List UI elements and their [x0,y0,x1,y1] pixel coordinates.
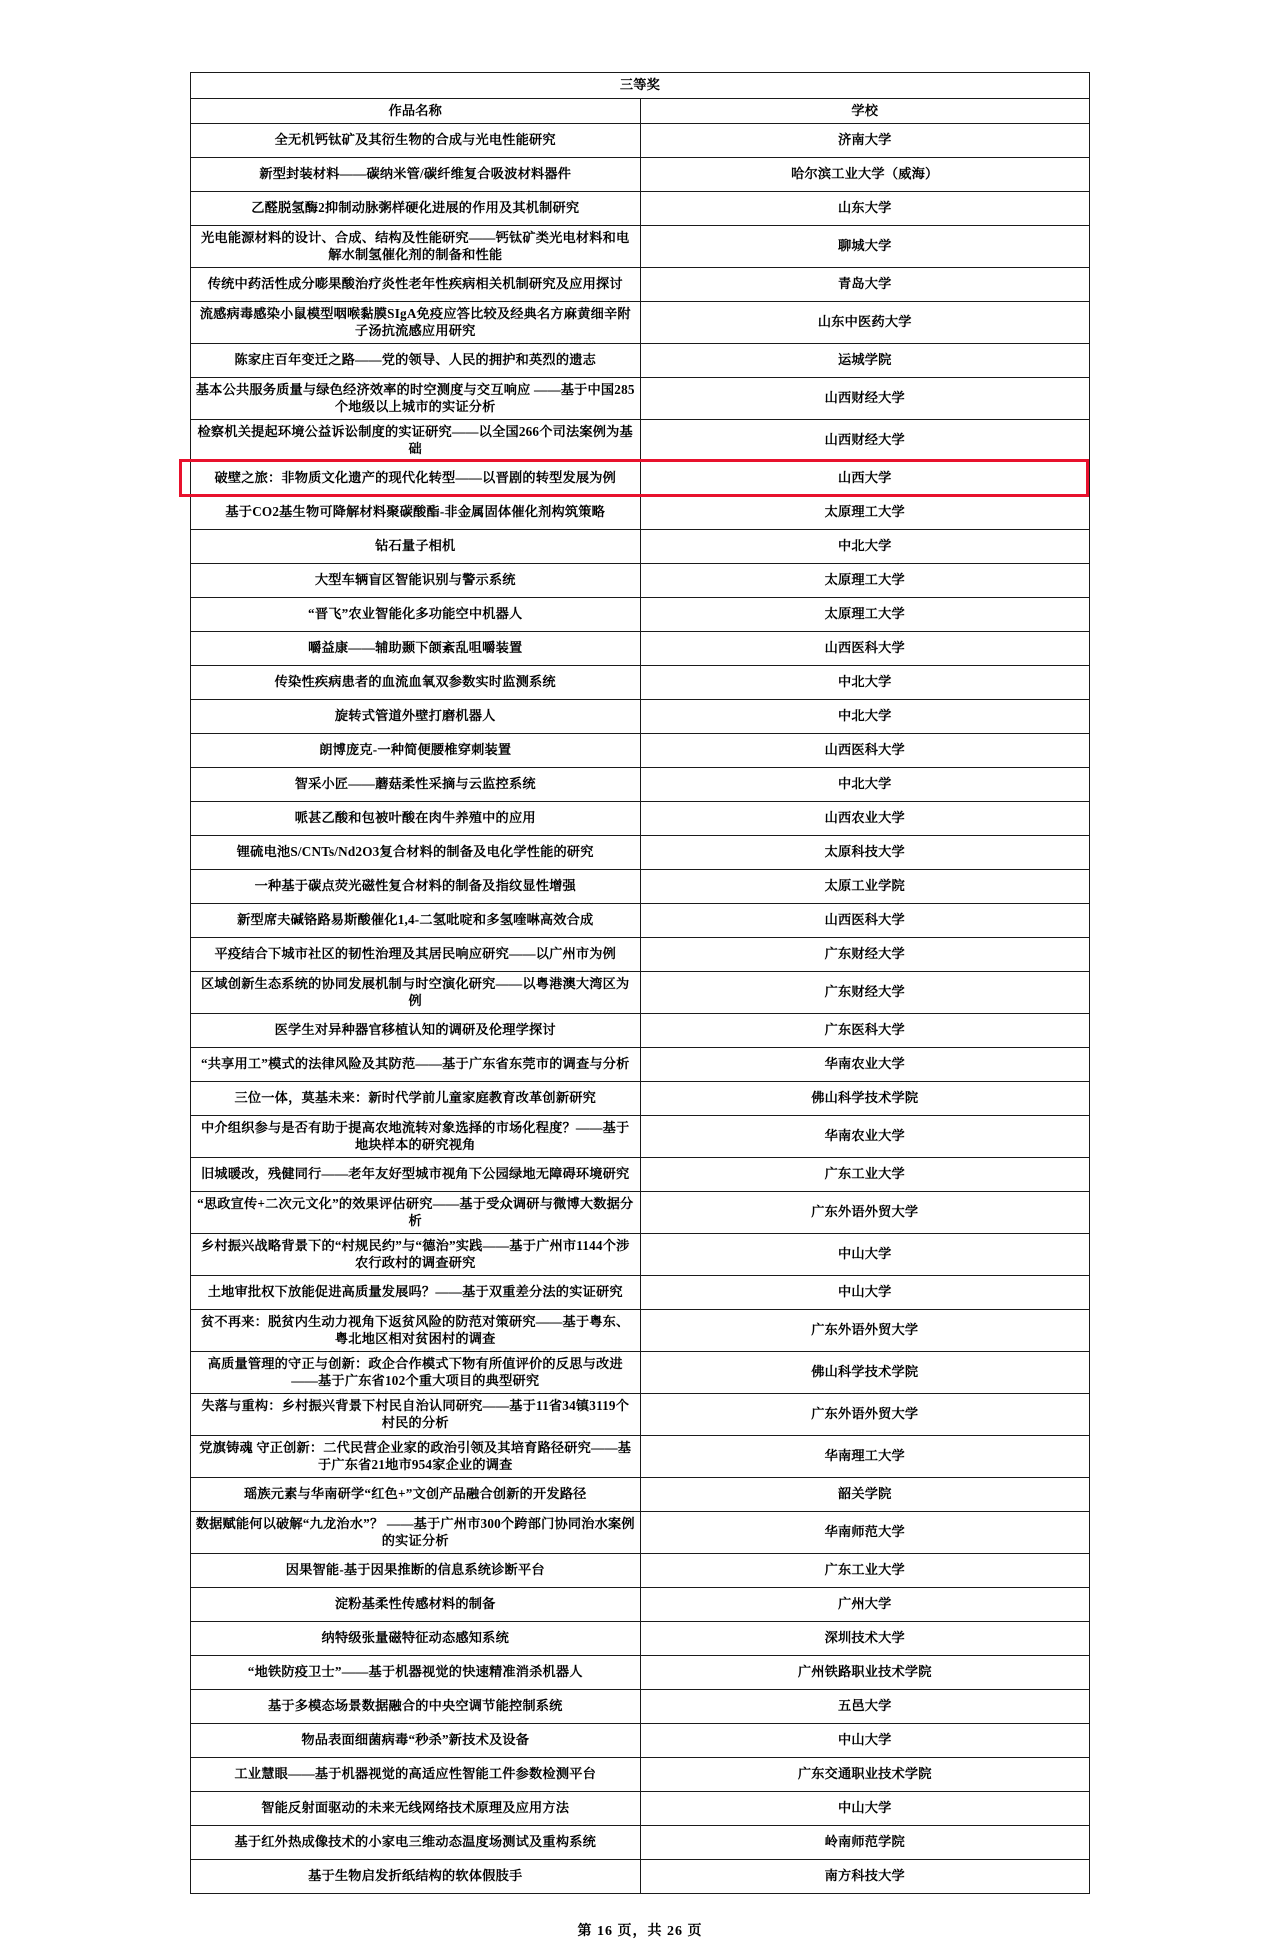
award-rows [191,124,1090,1894]
cell-work-name: 检察机关提起环境公益诉讼制度的实证研究——以全国266个司法案例为基础 [191,420,641,462]
cell-work-name: 新型封装材料——碳纳米管/碳纤维复合吸波材料器件 [191,158,641,192]
table-row [191,344,1090,378]
table-row [191,802,1090,836]
cell-work-name: 基本公共服务质量与绿色经济效率的时空测度与交互响应 ——基于中国285个地级以上城市的实证分析 [191,378,641,420]
cell-school: 南方科技大学 [640,1860,1090,1894]
cell-school: 青岛大学 [640,268,1090,302]
cell-work-name: 钻石量子相机 [191,530,641,564]
cell-work-name: 智采小匠——蘑菇柔性采摘与云监控系统 [191,768,641,802]
cell-school: 太原理工大学 [640,496,1090,530]
table-row [191,496,1090,530]
table-header-row [191,98,1090,124]
cell-work-name: 朗博庞克-一种简便腰椎穿刺装置 [191,734,641,768]
cell-work-name: 锂硫电池S/CNTs/Nd2O3复合材料的制备及电化学性能的研究 [191,836,641,870]
award-table [190,72,1090,1894]
table-row [191,378,1090,420]
table-row [191,268,1090,302]
cell-work-name: 失落与重构：乡村振兴背景下村民自治认同研究——基于11省34镇3119个村民的分析 [191,1394,641,1436]
table-row [191,1588,1090,1622]
cell-school: 山东中医药大学 [640,302,1090,344]
cell-school: 山西农业大学 [640,802,1090,836]
cell-work-name: 区域创新生态系统的协同发展机制与时空演化研究——以粤港澳大湾区为例 [191,972,641,1014]
cell-work-name: 破壁之旅：非物质文化遗产的现代化转型——以晋剧的转型发展为例 [191,462,641,496]
table-row [191,1860,1090,1894]
cell-work-name: 工业慧眼——基于机器视觉的高适应性智能工件参数检测平台 [191,1758,641,1792]
table-row [191,836,1090,870]
cell-school: 聊城大学 [640,226,1090,268]
cell-school: 华南理工大学 [640,1436,1090,1478]
cell-work-name: 物品表面细菌病毒“秒杀”新技术及设备 [191,1724,641,1758]
cell-work-name: 流感病毒感染小鼠模型咽喉黏膜SIgA免疫应答比较及经典名方麻黄细辛附子汤抗流感应用研究 [191,302,641,344]
award-table-body [191,73,1090,124]
cell-school: 广东交通职业技术学院 [640,1758,1090,1792]
cell-school: 广东财经大学 [640,938,1090,972]
cell-school: 华南农业大学 [640,1048,1090,1082]
cell-work-name: 因果智能-基于因果推断的信息系统诊断平台 [191,1554,641,1588]
cell-work-name: 纳特级张量磁特征动态感知系统 [191,1622,641,1656]
table-title-row [191,73,1090,99]
cell-school: 五邑大学 [640,1690,1090,1724]
cell-school: 中山大学 [640,1276,1090,1310]
table-row [191,530,1090,564]
cell-school: 华南师范大学 [640,1512,1090,1554]
cell-work-name: 乡村振兴战略背景下的“村规民约”与“德治”实践——基于广州市1144个涉农行政村的调查研究 [191,1234,641,1276]
table-row [191,870,1090,904]
table-row [191,768,1090,802]
table-row [191,598,1090,632]
cell-work-name: 大型车辆盲区智能识别与警示系统 [191,564,641,598]
cell-work-name: 智能反射面驱动的未来无线网络技术原理及应用方法 [191,1792,641,1826]
cell-school: 哈尔滨工业大学（威海） [640,158,1090,192]
cell-work-name: 新型席夫碱铬路易斯酸催化1,4-二氢吡啶和多氢喹啉高效合成 [191,904,641,938]
cell-school: 广东外语外贸大学 [640,1192,1090,1234]
cell-work-name: 高质量管理的守正与创新：政企合作模式下物有所值评价的反思与改进——基于广东省102个重大项目的典型研究 [191,1352,641,1394]
cell-school: 广东外语外贸大学 [640,1394,1090,1436]
cell-work-name: 基于生物启发折纸结构的软体假肢手 [191,1860,641,1894]
cell-work-name: 医学生对异种器官移植认知的调研及伦理学探讨 [191,1014,641,1048]
cell-work-name: 嚼益康——辅助颞下颌紊乱咀嚼装置 [191,632,641,666]
table-row [191,1436,1090,1478]
page-footer: 第 16 页，共 26 页 [577,1924,703,1939]
table-row [191,1048,1090,1082]
cell-school: 太原工业学院 [640,870,1090,904]
table-row [191,1082,1090,1116]
table-row [191,1352,1090,1394]
cell-work-name: 陈家庄百年变迁之路——党的领导、人民的拥护和英烈的遗志 [191,344,641,378]
cell-work-name: 基于红外热成像技术的小家电三维动态温度场测试及重构系统 [191,1826,641,1860]
table-row [191,1554,1090,1588]
cell-work-name: 传染性疾病患者的血流血氧双参数实时监测系统 [191,666,641,700]
cell-school: 山西大学 [640,462,1090,496]
cell-work-name: 一种基于碳点荧光磁性复合材料的制备及指纹显性增强 [191,870,641,904]
table-row [191,1310,1090,1352]
cell-school: 广东外语外贸大学 [640,1310,1090,1352]
cell-work-name: 土地审批权下放能促进高质量发展吗？——基于双重差分法的实证研究 [191,1276,641,1310]
table-row [191,420,1090,462]
cell-work-name: 数据赋能何以破解“九龙治水”？ ——基于广州市300个跨部门协同治水案例的实证分析 [191,1512,641,1554]
cell-work-name: 贫不再来：脱贫内生动力视角下返贫风险的防范对策研究——基于粤东、粤北地区相对贫困村的调查 [191,1310,641,1352]
table-row [191,1690,1090,1724]
table-row [191,1192,1090,1234]
table-row [191,462,1090,496]
table-row [191,1478,1090,1512]
cell-school: 中北大学 [640,700,1090,734]
table-row [191,158,1090,192]
cell-school: 中山大学 [640,1724,1090,1758]
cell-school: 山西财经大学 [640,378,1090,420]
cell-school: 深圳技术大学 [640,1622,1090,1656]
cell-work-name: 党旗铸魂 守正创新：二代民营企业家的政治引领及其培育路径研究——基于广东省21地市954家企业的调查 [191,1436,641,1478]
cell-work-name: 全无机钙钛矿及其衍生物的合成与光电性能研究 [191,124,641,158]
cell-school: 山西医科大学 [640,904,1090,938]
cell-work-name: 瑶族元素与华南研学“红色+”文创产品融合创新的开发路径 [191,1478,641,1512]
cell-school: 济南大学 [640,124,1090,158]
table-row [191,1014,1090,1048]
cell-school: 广州大学 [640,1588,1090,1622]
cell-school: 太原理工大学 [640,598,1090,632]
cell-school: 广州铁路职业技术学院 [640,1656,1090,1690]
table-row [191,734,1090,768]
cell-work-name: 光电能源材料的设计、合成、结构及性能研究——钙钛矿类光电材料和电解水制氢催化剂的制备和性能 [191,226,641,268]
table-row [191,1158,1090,1192]
cell-school: 中北大学 [640,666,1090,700]
table-row [191,1826,1090,1860]
cell-school: 岭南师范学院 [640,1826,1090,1860]
cell-work-name: 基于多模态场景数据融合的中央空调节能控制系统 [191,1690,641,1724]
cell-work-name: 旧城暖改，残健同行——老年友好型城市视角下公园绿地无障碍环境研究 [191,1158,641,1192]
cell-school: 太原理工大学 [640,564,1090,598]
cell-school: 广东工业大学 [640,1554,1090,1588]
cell-work-name: 淀粉基柔性传感材料的制备 [191,1588,641,1622]
cell-work-name: 基于CO2基生物可降解材料聚碳酸酯-非金属固体催化剂构筑策略 [191,496,641,530]
table-row [191,1276,1090,1310]
cell-school: 广东医科大学 [640,1014,1090,1048]
cell-school: 中山大学 [640,1234,1090,1276]
cell-school: 太原科技大学 [640,836,1090,870]
cell-work-name: 乙醛脱氢酶2抑制动脉粥样硬化进展的作用及其机制研究 [191,192,641,226]
cell-school: 华南农业大学 [640,1116,1090,1158]
cell-work-name: 平疫结合下城市社区的韧性治理及其居民响应研究——以广州市为例 [191,938,641,972]
table-row [191,1792,1090,1826]
table-row [191,700,1090,734]
cell-work-name: “地铁防疫卫士”——基于机器视觉的快速精准消杀机器人 [191,1656,641,1690]
table-row [191,1622,1090,1656]
table-row [191,972,1090,1014]
table-row [191,226,1090,268]
cell-work-name: 哌甚乙酸和包被叶酸在肉牛养殖中的应用 [191,802,641,836]
table-row [191,938,1090,972]
table-row [191,632,1090,666]
table-row [191,904,1090,938]
cell-school: 佛山科学技术学院 [640,1082,1090,1116]
cell-school: 韶关学院 [640,1478,1090,1512]
cell-school: 山西医科大学 [640,734,1090,768]
table-row [191,302,1090,344]
table-row [191,666,1090,700]
cell-work-name: “思政宣传+二次元文化”的效果评估研究——基于受众调研与微博大数据分析 [191,1192,641,1234]
table-row [191,1512,1090,1554]
column-header-name: 作品名称 [191,98,641,124]
cell-school: 运城学院 [640,344,1090,378]
cell-school: 山东大学 [640,192,1090,226]
table-row [191,1758,1090,1792]
cell-school: 中山大学 [640,1792,1090,1826]
cell-work-name: 传统中药活性成分嘭果酸治疗炎性老年性疾病相关机制研究及应用探讨 [191,268,641,302]
cell-school: 广东工业大学 [640,1158,1090,1192]
cell-work-name: “晋飞”农业智能化多功能空中机器人 [191,598,641,632]
cell-school: 中北大学 [640,768,1090,802]
cell-work-name: 中介组织参与是否有助于提高农地流转对象选择的市场化程度？——基于地块样本的研究视角 [191,1116,641,1158]
cell-work-name: 旋转式管道外壁打磨机器人 [191,700,641,734]
table-row [191,564,1090,598]
cell-school: 中北大学 [640,530,1090,564]
table-row [191,1394,1090,1436]
cell-school: 山西财经大学 [640,420,1090,462]
award-title: 三等奖 [191,73,1090,99]
cell-school: 佛山科学技术学院 [640,1352,1090,1394]
column-header-school: 学校 [640,98,1090,124]
table-row [191,1724,1090,1758]
table-row [191,1234,1090,1276]
cell-work-name: “共享用工”模式的法律风险及其防范——基于广东省东莞市的调查与分析 [191,1048,641,1082]
cell-school: 山西医科大学 [640,632,1090,666]
table-row [191,124,1090,158]
table-row [191,1656,1090,1690]
table-row [191,192,1090,226]
cell-work-name: 三位一体，莫基未来：新时代学前儿童家庭教育改革创新研究 [191,1082,641,1116]
cell-school: 广东财经大学 [640,972,1090,1014]
table-row [191,1116,1090,1158]
